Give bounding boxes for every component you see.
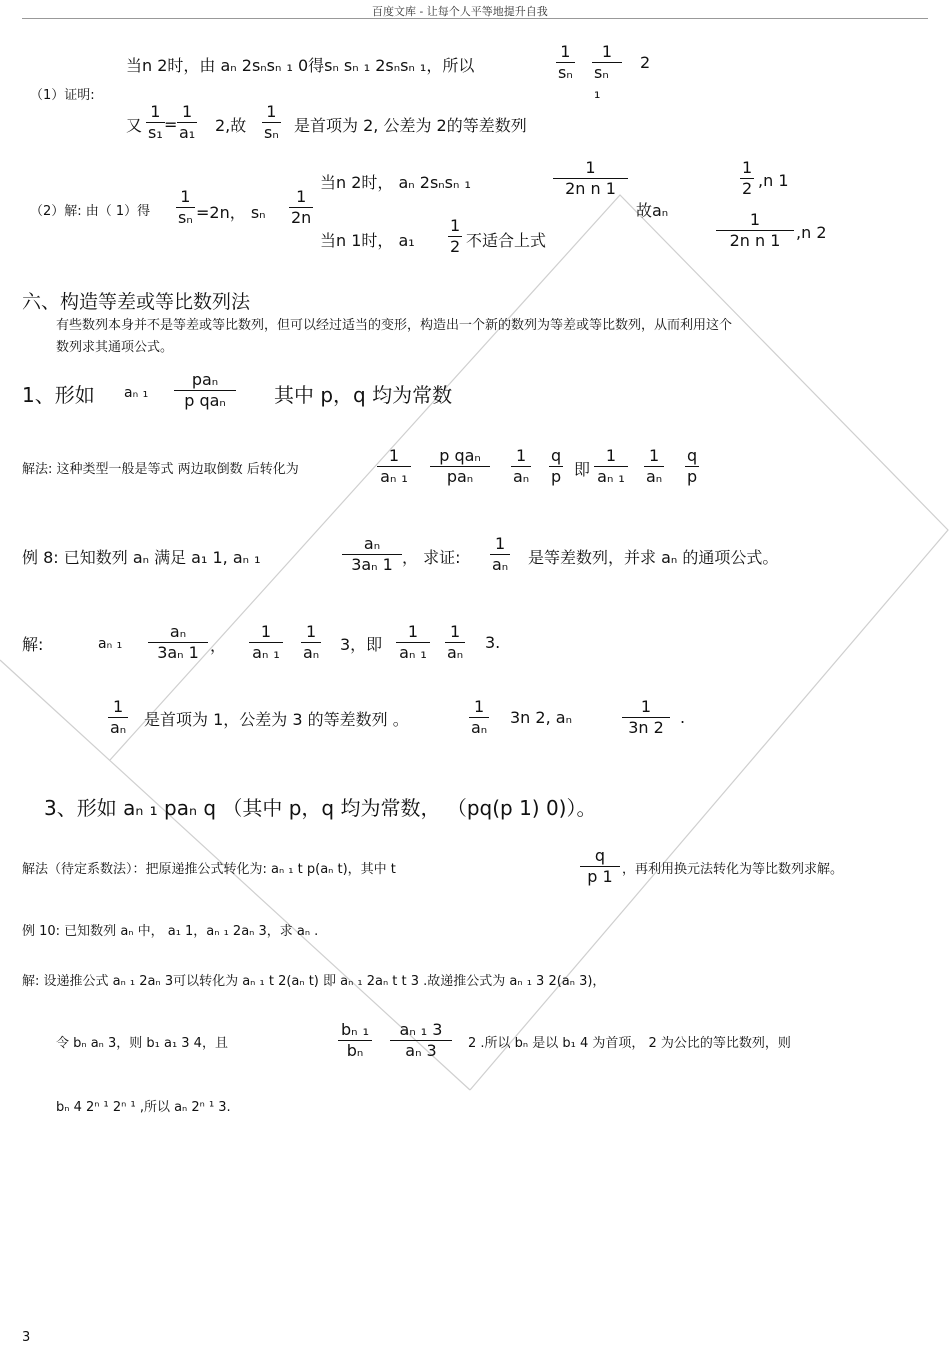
part2-frac2: 1 2n <box>291 187 312 227</box>
ex10-line2-end: 2 .所以 bₙ 是以 b₁ 4 为首项， 2 为公比的等比数列，则 <box>468 1036 791 1051</box>
ex10-line3: bₙ 4 2ⁿ ¹ 2ⁿ ¹ ,所以 aₙ 2ⁿ ¹ 3. <box>56 1100 231 1115</box>
part1-frac5: 1 sₙ <box>264 102 279 142</box>
ex8-sol-frac5: 1 aₙ <box>447 622 464 662</box>
ex8-frac2: 1 aₙ <box>492 534 509 574</box>
ex8-mid: ， 求证: <box>402 548 461 567</box>
part1-line2-mid: 2,故 <box>215 116 247 135</box>
form3-title: 3、形如 aₙ ₁ paₙ q （其中 p，q 均为常数， （pq(p 1) 0)）。 <box>44 796 597 820</box>
part1-line2-end: 是首项为 2, 公差为 2的等差数列 <box>294 116 527 135</box>
page-header: 百度文库 - 让每个人平等地提升自我 <box>372 5 548 18</box>
part1-frac4: 1 a₁ <box>179 102 196 142</box>
form3-solution-end: ，再利用换元法转化为等比数列求解。 <box>622 862 844 877</box>
part2-frac5: 1 2 <box>742 158 753 198</box>
part2-so: 故aₙ <box>636 201 669 220</box>
form1-g6: 1 aₙ <box>646 446 663 486</box>
ex8-conc-text: 是首项为 1，公差为 3 的等差数列 。 <box>144 710 409 729</box>
part1-eq: = <box>164 115 178 134</box>
part1-frac2: 1 sₙ ₁ <box>592 42 622 103</box>
ex8-sol-frac3: 1 aₙ <box>303 622 320 662</box>
part2-frac6: 1 2n n 1 <box>716 210 794 251</box>
ex8-conc-end: . <box>680 708 686 727</box>
section6-intro-1: 有些数列本身并不是等差或等比数列，但可以经过适当的变形，构造出一个新的数列为等差或等比数列，从而利用这个 <box>56 318 733 333</box>
form1-lhs: aₙ ₁ <box>124 385 149 401</box>
part1-line2-start: 又 <box>126 116 143 135</box>
part2-frac3: 1 2n n 1 <box>553 158 628 199</box>
form1-ji: 即 <box>574 460 591 479</box>
form1-g2: p qaₙ paₙ <box>430 446 490 487</box>
ex8-sol-lhs: aₙ ₁ <box>98 636 123 652</box>
form3-frac: q p 1 <box>580 846 620 887</box>
form1-g4: q p <box>551 446 562 486</box>
part2-frac4: 1 2 <box>450 216 461 256</box>
part2-label: （2）解: 由（ 1）得 <box>30 204 151 219</box>
ex8-tail: 是等差数列，并求 aₙ 的通项公式。 <box>528 548 779 567</box>
ex10-frac2: aₙ ₁ 3 aₙ 3 <box>390 1020 452 1061</box>
form1-g1: 1 aₙ ₁ <box>377 446 411 487</box>
form1-g7: q p <box>687 446 698 486</box>
part2-cond1: ,n 1 <box>758 171 789 190</box>
ex8-sol-frac2: 1 aₙ ₁ <box>249 622 283 663</box>
section6-intro-2: 数列求其通项公式。 <box>56 340 174 355</box>
ex10-line1: 解: 设递推公式 aₙ ₁ 2aₙ 3可以转化为 aₙ ₁ t 2(aₙ t) 即 aₙ ₁ 2aₙ t t 3 .故递推公式为 aₙ ₁ 3 2(aₙ 3)， <box>22 974 606 989</box>
part1-label: （1）证明: <box>30 88 95 103</box>
section6-title: 六、构造等差或等比数列法 <box>22 291 251 313</box>
form1-solution: 解法: 这种类型一般是等式 两边取倒数 后转化为 <box>22 462 299 477</box>
part2-text1: =2n， sₙ <box>196 203 266 222</box>
part2-frac1: 1 sₙ <box>178 187 193 227</box>
form1-g5: 1 aₙ ₁ <box>594 446 628 487</box>
ex8-conc-mid: 3n 2, aₙ <box>510 708 572 727</box>
ex8-conc-frac2: 1 aₙ <box>471 697 488 737</box>
part2-cond2: ,n 2 <box>796 223 827 242</box>
form1-g3: 1 aₙ <box>513 446 530 486</box>
page-number: 3 <box>22 1330 31 1345</box>
form1-frac: paₙ p qaₙ <box>174 370 236 411</box>
part1-line1-end: 2 <box>640 53 651 72</box>
ex8-sol-frac4: 1 aₙ ₁ <box>396 622 430 663</box>
ex8-sol-three: 3，即 <box>340 635 383 654</box>
header-divider <box>22 18 928 19</box>
ex8-frac1: aₙ 3aₙ 1 <box>342 534 402 575</box>
ex8-solution-label: 解: <box>22 635 44 654</box>
form1-title: 1、形如 <box>22 383 95 407</box>
ex8-sol-comma: ， <box>210 636 227 655</box>
ex8-sol-three2: 3. <box>485 633 501 652</box>
ex8-title: 例 8: 已知数列 aₙ 满足 a₁ 1, aₙ ₁ <box>22 548 261 567</box>
ex10-frac1: bₙ ₁ bₙ <box>338 1020 372 1061</box>
ex8-conc-frac3: 1 3n 2 <box>622 697 670 738</box>
ex8-conc-frac1: 1 aₙ <box>110 697 127 737</box>
part2-case2-end: 不适合上式 <box>466 231 547 250</box>
ex10-title: 例 10: 已知数列 aₙ 中， a₁ 1，aₙ ₁ 2aₙ 3，求 aₙ . <box>22 924 319 939</box>
part2-case2: 当n 1时， a₁ <box>320 231 415 250</box>
part2-case1: 当n 2时， aₙ 2sₙsₙ ₁ <box>320 173 471 192</box>
part1-frac1: 1 sₙ <box>558 42 573 82</box>
ex8-sol-frac1: aₙ 3aₙ 1 <box>148 622 208 663</box>
ex10-line2: 令 bₙ aₙ 3，则 b₁ a₁ 3 4，且 <box>56 1036 228 1051</box>
form3-solution: 解法（待定系数法）：把原递推公式转化为: aₙ ₁ t p(aₙ t)，其中 t <box>22 862 396 877</box>
part1-frac3: 1 s₁ <box>148 102 163 142</box>
form1-tail: 其中 p，q 均为常数 <box>274 383 453 407</box>
part1-line1: 当n 2时，由 aₙ 2sₙsₙ ₁ 0得sₙ sₙ ₁ 2sₙsₙ ₁，所以 <box>126 56 475 75</box>
